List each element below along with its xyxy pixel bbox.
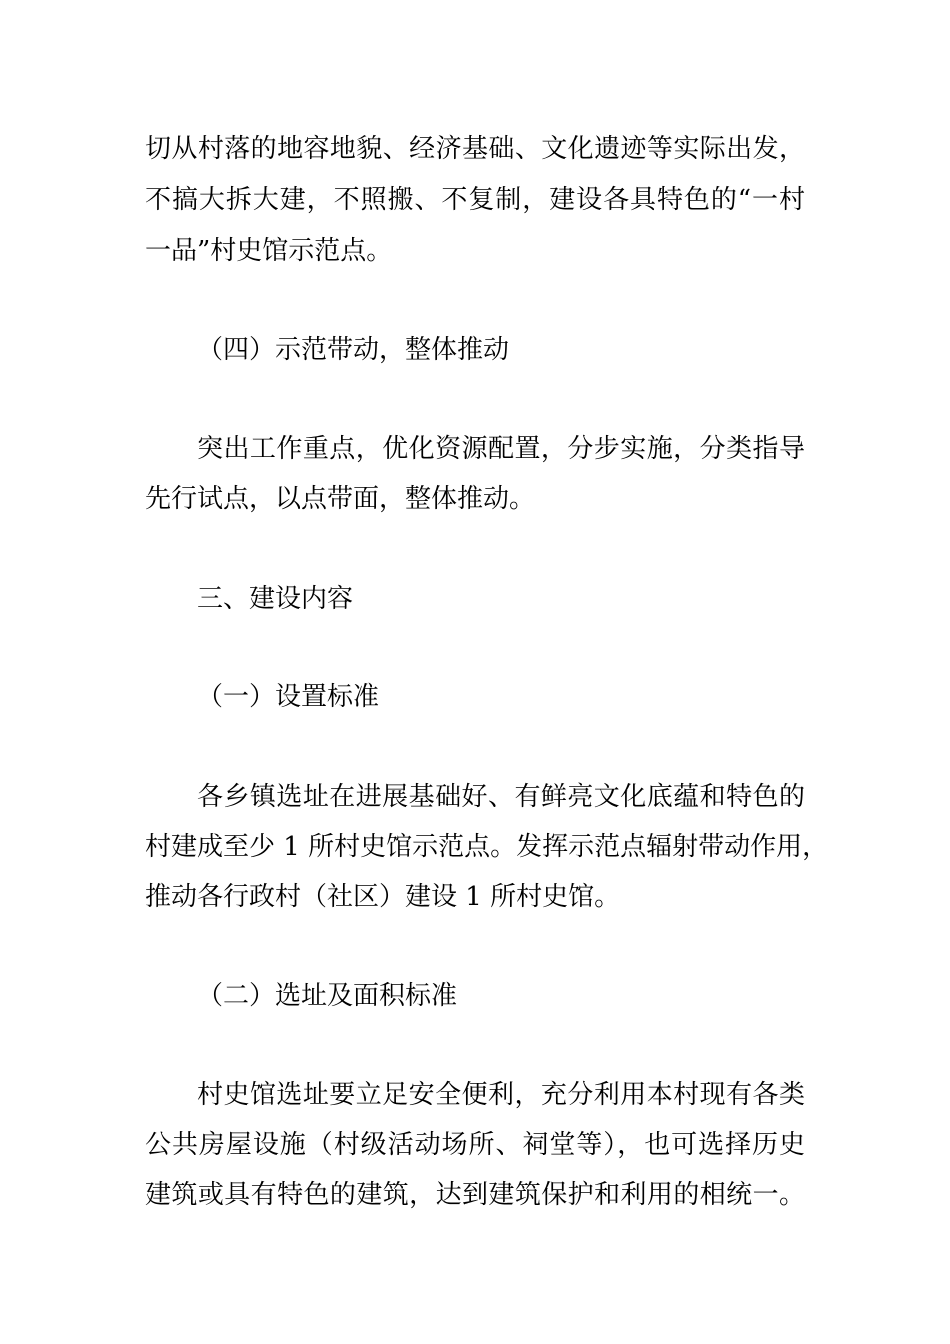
paragraph-4-line-2: 公共房屋设施（村级活动场所、祠堂等），也可选择历史 bbox=[145, 1130, 805, 1160]
paragraph-2-line-2: 先行试点，以点带面，整体推动。 bbox=[145, 484, 536, 514]
paragraph-3-line-2: 村建成至少 1 所村史馆示范点。发挥示范点辐射带动作用， bbox=[145, 832, 829, 862]
section-heading-one: （一）设置标准 bbox=[197, 682, 380, 712]
paragraph-1-line-2: 不搞大拆大建，不照搬、不复制，建设各具特色的“一村 bbox=[145, 185, 805, 215]
paragraph-1-line-1: 切从村落的地容地貌、经济基础、文化遗迹等实际出发， bbox=[145, 134, 805, 164]
paragraph-2-line-1: 突出工作重点，优化资源配置，分步实施，分类指导 bbox=[197, 434, 805, 464]
section-heading-four: （四）示范带动，整体推动 bbox=[197, 335, 510, 365]
paragraph-4-line-1: 村史馆选址要立足安全便利，充分利用本村现有各类 bbox=[197, 1080, 805, 1110]
paragraph-1-line-3: 一品”村史馆示范点。 bbox=[145, 236, 393, 266]
paragraph-3-line-3: 推动各行政村（社区）建设 1 所村史馆。 bbox=[145, 882, 621, 912]
paragraph-3-line-1: 各乡镇选址在进展基础好、有鲜亮文化底蕴和特色的 bbox=[197, 782, 805, 812]
paragraph-4-line-3: 建筑或具有特色的建筑，达到建筑保护和利用的相统一。 bbox=[145, 1180, 805, 1210]
chapter-heading-three: 三、建设内容 bbox=[197, 584, 354, 614]
section-heading-two: （二）选址及面积标准 bbox=[197, 981, 458, 1011]
